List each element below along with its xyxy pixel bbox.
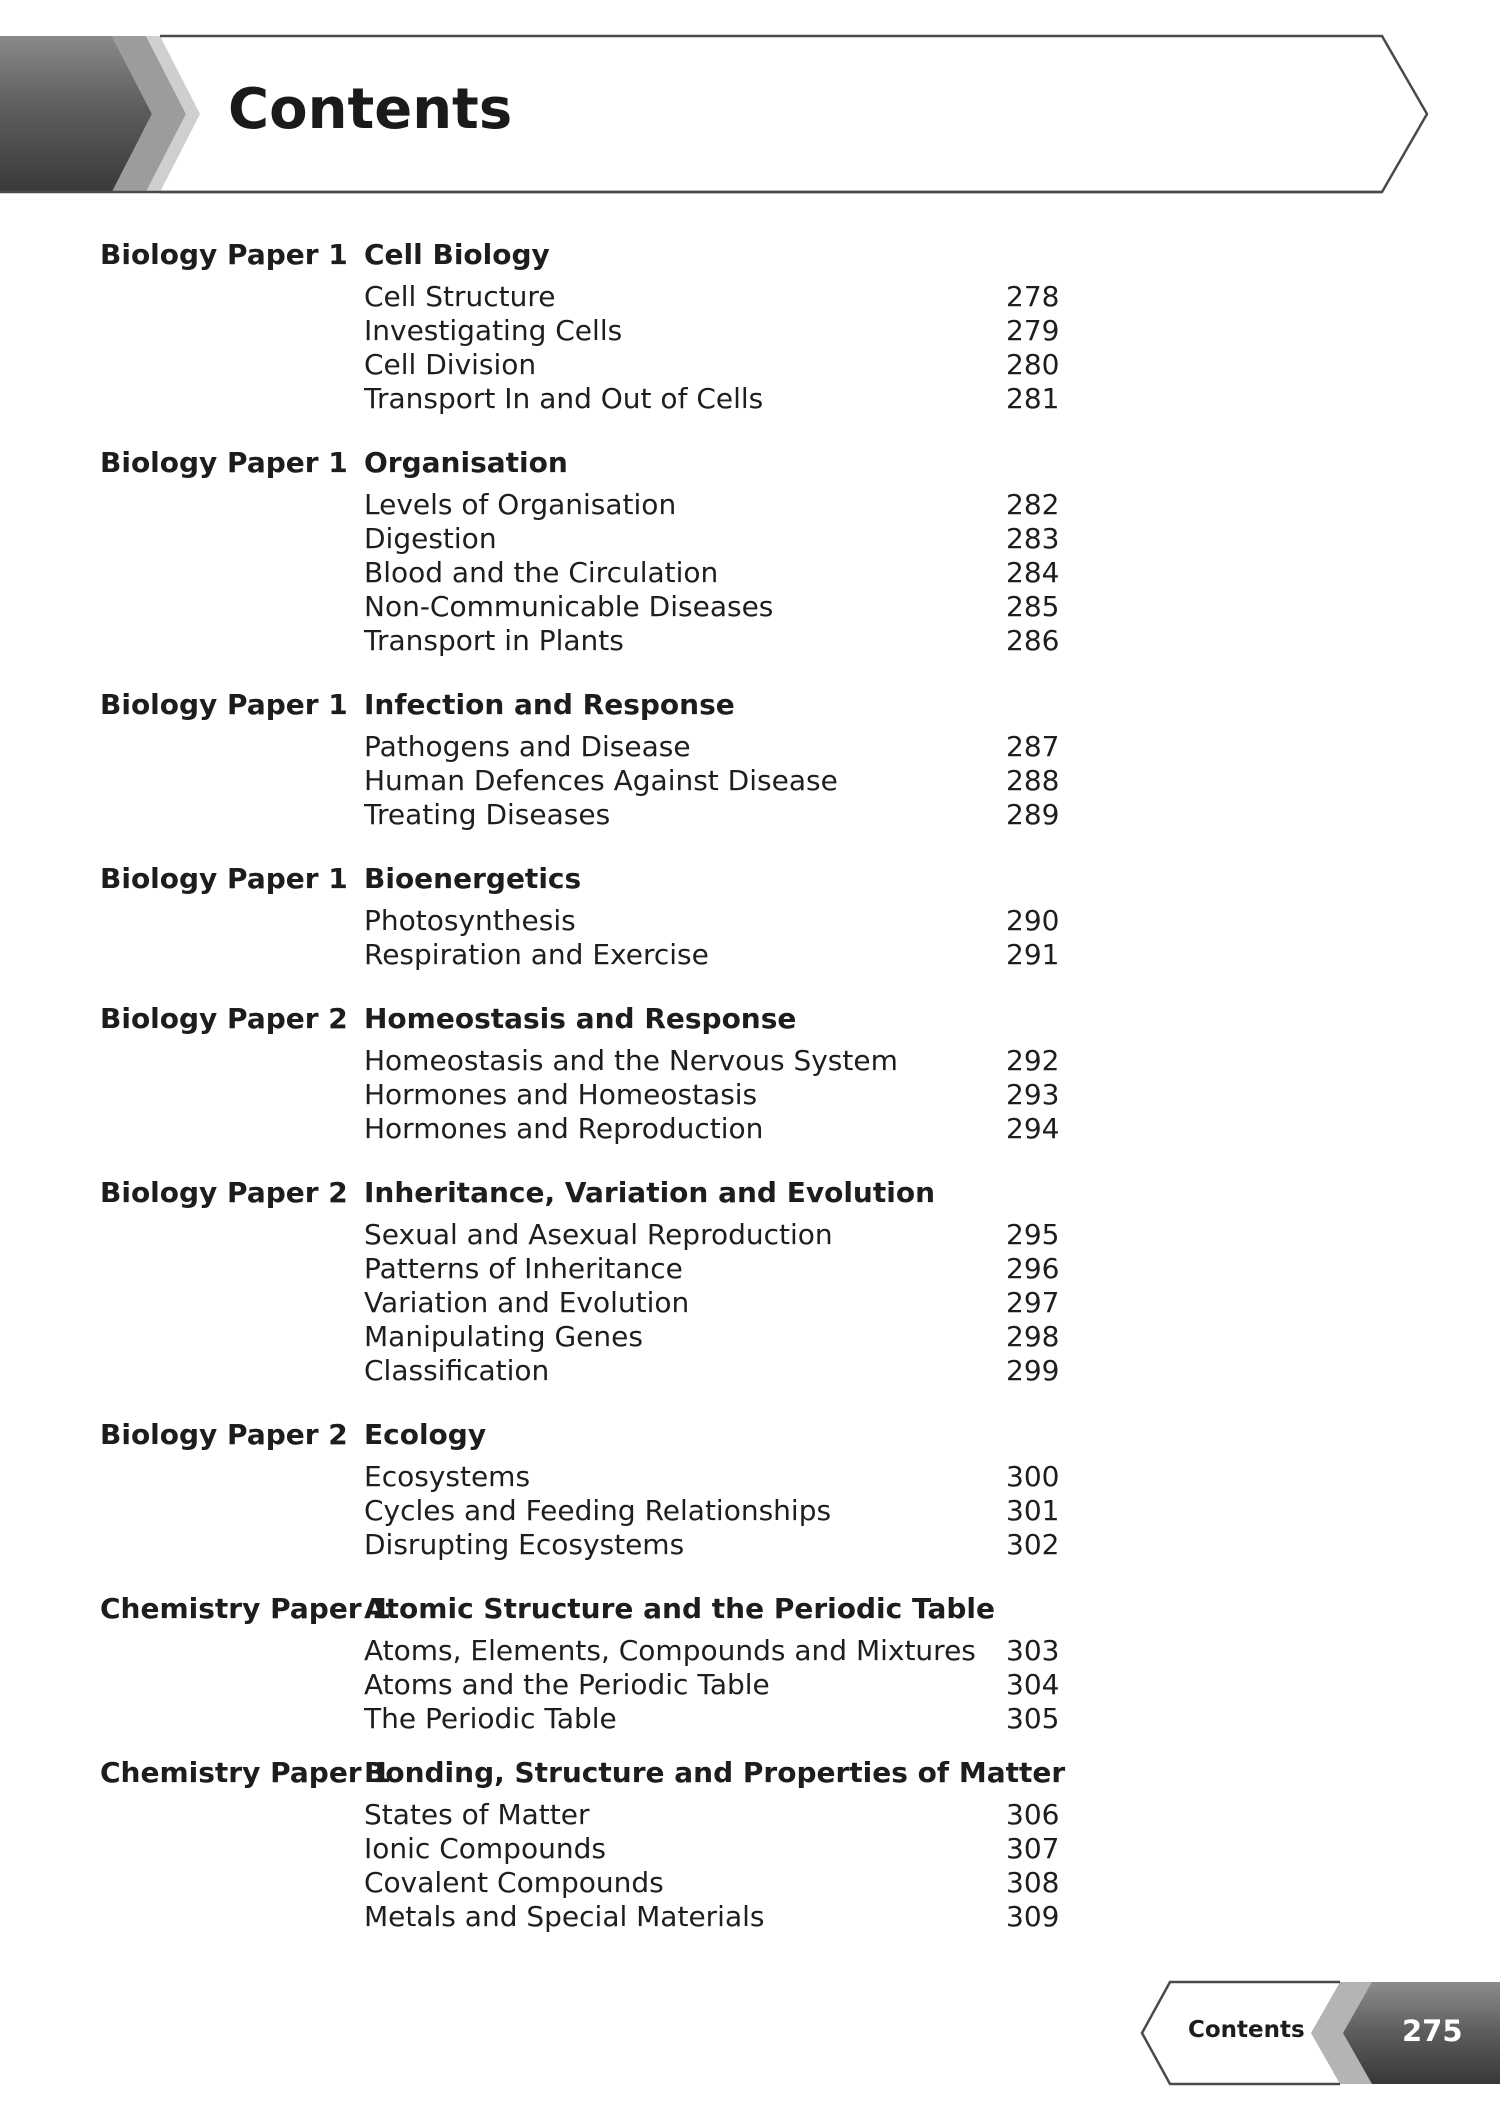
- section-title: Infection and Response: [364, 688, 735, 721]
- entry-page-number: 304: [1006, 1668, 1060, 1701]
- entry-title: The Periodic Table: [364, 1702, 617, 1735]
- entry-title: Cycles and Feeding Relationships: [364, 1494, 832, 1527]
- entry-page-number: 278: [1006, 280, 1060, 313]
- entry-page-number: 282: [1006, 488, 1060, 521]
- entry-title: Atoms, Elements, Compounds and Mixtures: [364, 1634, 976, 1667]
- entry-title: Classification: [364, 1354, 550, 1387]
- entry-page-number: 283: [1006, 522, 1060, 555]
- entry-title: Ionic Compounds: [364, 1832, 606, 1865]
- entry-title: Digestion: [364, 522, 497, 555]
- toc-entry[interactable]: [364, 1528, 1060, 1562]
- toc-entry[interactable]: [364, 938, 1060, 972]
- entry-page-number: 298: [1006, 1320, 1060, 1353]
- paper-label: Biology Paper 2: [100, 1002, 348, 1035]
- section-title: Inheritance, Variation and Evolution: [364, 1176, 936, 1209]
- entry-title: States of Matter: [364, 1798, 590, 1831]
- entry-title: Human Defences Against Disease: [364, 764, 838, 797]
- toc-entry[interactable]: [364, 1900, 1060, 1934]
- entry-page-number: 293: [1006, 1078, 1060, 1111]
- footer-label: Contents: [1188, 2017, 1305, 2043]
- toc-entry[interactable]: [364, 1668, 1060, 1702]
- toc-entry[interactable]: [364, 1218, 1060, 1252]
- entry-page-number: 291: [1006, 938, 1060, 971]
- entry-title: Atoms and the Periodic Table: [364, 1668, 770, 1701]
- paper-label: Chemistry Paper 1: [100, 1756, 391, 1789]
- entry-title: Variation and Evolution: [364, 1286, 690, 1319]
- entry-page-number: 281: [1006, 382, 1060, 415]
- toc-entry[interactable]: [364, 1354, 1060, 1388]
- entry-title: Blood and the Circulation: [364, 556, 719, 589]
- toc-entry[interactable]: [364, 1866, 1060, 1900]
- toc-entry[interactable]: [364, 1460, 1060, 1494]
- section-title: Ecology: [364, 1418, 487, 1451]
- entry-page-number: 285: [1006, 590, 1060, 623]
- paper-label: Biology Paper 1: [100, 862, 348, 895]
- toc-entry[interactable]: [364, 1702, 1060, 1736]
- entry-page-number: 292: [1006, 1044, 1060, 1077]
- toc-entry[interactable]: [364, 1252, 1060, 1286]
- entry-page-number: 287: [1006, 730, 1060, 763]
- section-title: Bonding, Structure and Properties of Matter: [364, 1756, 1066, 1789]
- entry-title: Transport in Plants: [364, 624, 624, 657]
- toc-entry[interactable]: [364, 522, 1060, 556]
- entry-title: Metals and Special Materials: [364, 1900, 765, 1933]
- toc-entry[interactable]: [364, 798, 1060, 832]
- entry-title: Respiration and Exercise: [364, 938, 709, 971]
- header-banner-graphic: [0, 34, 1430, 194]
- paper-label: Biology Paper 1: [100, 688, 348, 721]
- page-number: 275: [1402, 2014, 1463, 2048]
- entry-title: Transport In and Out of Cells: [364, 382, 764, 415]
- entry-page-number: 294: [1006, 1112, 1060, 1145]
- toc-entry[interactable]: [364, 1078, 1060, 1112]
- paper-label: Chemistry Paper 1: [100, 1592, 391, 1625]
- toc-entry[interactable]: [364, 348, 1060, 382]
- entry-page-number: 290: [1006, 904, 1060, 937]
- toc-entry[interactable]: [364, 382, 1060, 416]
- entry-page-number: 308: [1006, 1866, 1060, 1899]
- toc-entry[interactable]: [364, 1286, 1060, 1320]
- entry-title: Disrupting Ecosystems: [364, 1528, 685, 1561]
- entry-page-number: 296: [1006, 1252, 1060, 1285]
- entry-page-number: 286: [1006, 624, 1060, 657]
- entry-page-number: 280: [1006, 348, 1060, 381]
- entry-title: Covalent Compounds: [364, 1866, 664, 1899]
- entry-title: Treating Diseases: [364, 798, 611, 831]
- section-title: Bioenergetics: [364, 862, 582, 895]
- paper-label: Biology Paper 1: [100, 446, 348, 479]
- entry-title: Hormones and Homeostasis: [364, 1078, 758, 1111]
- entry-page-number: 303: [1006, 1634, 1060, 1667]
- toc-entry[interactable]: [364, 1320, 1060, 1354]
- entry-page-number: 305: [1006, 1702, 1060, 1735]
- toc-entry[interactable]: [364, 590, 1060, 624]
- entry-title: Cell Structure: [364, 280, 556, 313]
- toc-entry[interactable]: [364, 764, 1060, 798]
- entry-title: Ecosystems: [364, 1460, 531, 1493]
- entry-page-number: 289: [1006, 798, 1060, 831]
- entry-page-number: 309: [1006, 1900, 1060, 1933]
- entry-title: Sexual and Asexual Reproduction: [364, 1218, 833, 1251]
- toc-entry[interactable]: [364, 1798, 1060, 1832]
- page-header: [0, 34, 1430, 194]
- section-title: Organisation: [364, 446, 568, 479]
- toc-entry[interactable]: [364, 488, 1060, 522]
- entry-title: Investigating Cells: [364, 314, 623, 347]
- toc-entry[interactable]: [364, 280, 1060, 314]
- toc-entry[interactable]: [364, 730, 1060, 764]
- entry-title: Homeostasis and the Nervous System: [364, 1044, 898, 1077]
- entry-title: Photosynthesis: [364, 904, 576, 937]
- toc-entry[interactable]: [364, 314, 1060, 348]
- entry-page-number: 297: [1006, 1286, 1060, 1319]
- toc-entry[interactable]: [364, 1044, 1060, 1078]
- entry-page-number: 301: [1006, 1494, 1060, 1527]
- entry-page-number: 279: [1006, 314, 1060, 347]
- section-title: Atomic Structure and the Periodic Table: [364, 1592, 995, 1625]
- entry-page-number: 284: [1006, 556, 1060, 589]
- entry-page-number: 288: [1006, 764, 1060, 797]
- entry-page-number: 302: [1006, 1528, 1060, 1561]
- toc-entry[interactable]: [364, 904, 1060, 938]
- toc-entry[interactable]: [364, 1634, 1060, 1668]
- entry-title: Hormones and Reproduction: [364, 1112, 764, 1145]
- toc-entry[interactable]: [364, 1112, 1060, 1146]
- toc-entry[interactable]: [364, 1832, 1060, 1866]
- entry-title: Patterns of Inheritance: [364, 1252, 683, 1285]
- toc-entry[interactable]: [364, 624, 1060, 658]
- toc-entry[interactable]: [364, 1494, 1060, 1528]
- entry-page-number: 300: [1006, 1460, 1060, 1493]
- paper-label: Biology Paper 1: [100, 238, 348, 271]
- page-footer: [1140, 1980, 1500, 2086]
- entry-title: Manipulating Genes: [364, 1320, 643, 1353]
- entry-page-number: 295: [1006, 1218, 1060, 1251]
- section-title: Cell Biology: [364, 238, 550, 271]
- paper-label: Biology Paper 2: [100, 1176, 348, 1209]
- entry-title: Cell Division: [364, 348, 537, 381]
- entry-title: Pathogens and Disease: [364, 730, 691, 763]
- page-title: Contents: [228, 77, 513, 142]
- entry-page-number: 299: [1006, 1354, 1060, 1387]
- paper-label: Biology Paper 2: [100, 1418, 348, 1451]
- entry-title: Non-Communicable Diseases: [364, 590, 774, 623]
- toc-entry[interactable]: [364, 556, 1060, 590]
- entry-page-number: 306: [1006, 1798, 1060, 1831]
- section-title: Homeostasis and Response: [364, 1002, 797, 1035]
- entry-page-number: 307: [1006, 1832, 1060, 1865]
- entry-title: Levels of Organisation: [364, 488, 677, 521]
